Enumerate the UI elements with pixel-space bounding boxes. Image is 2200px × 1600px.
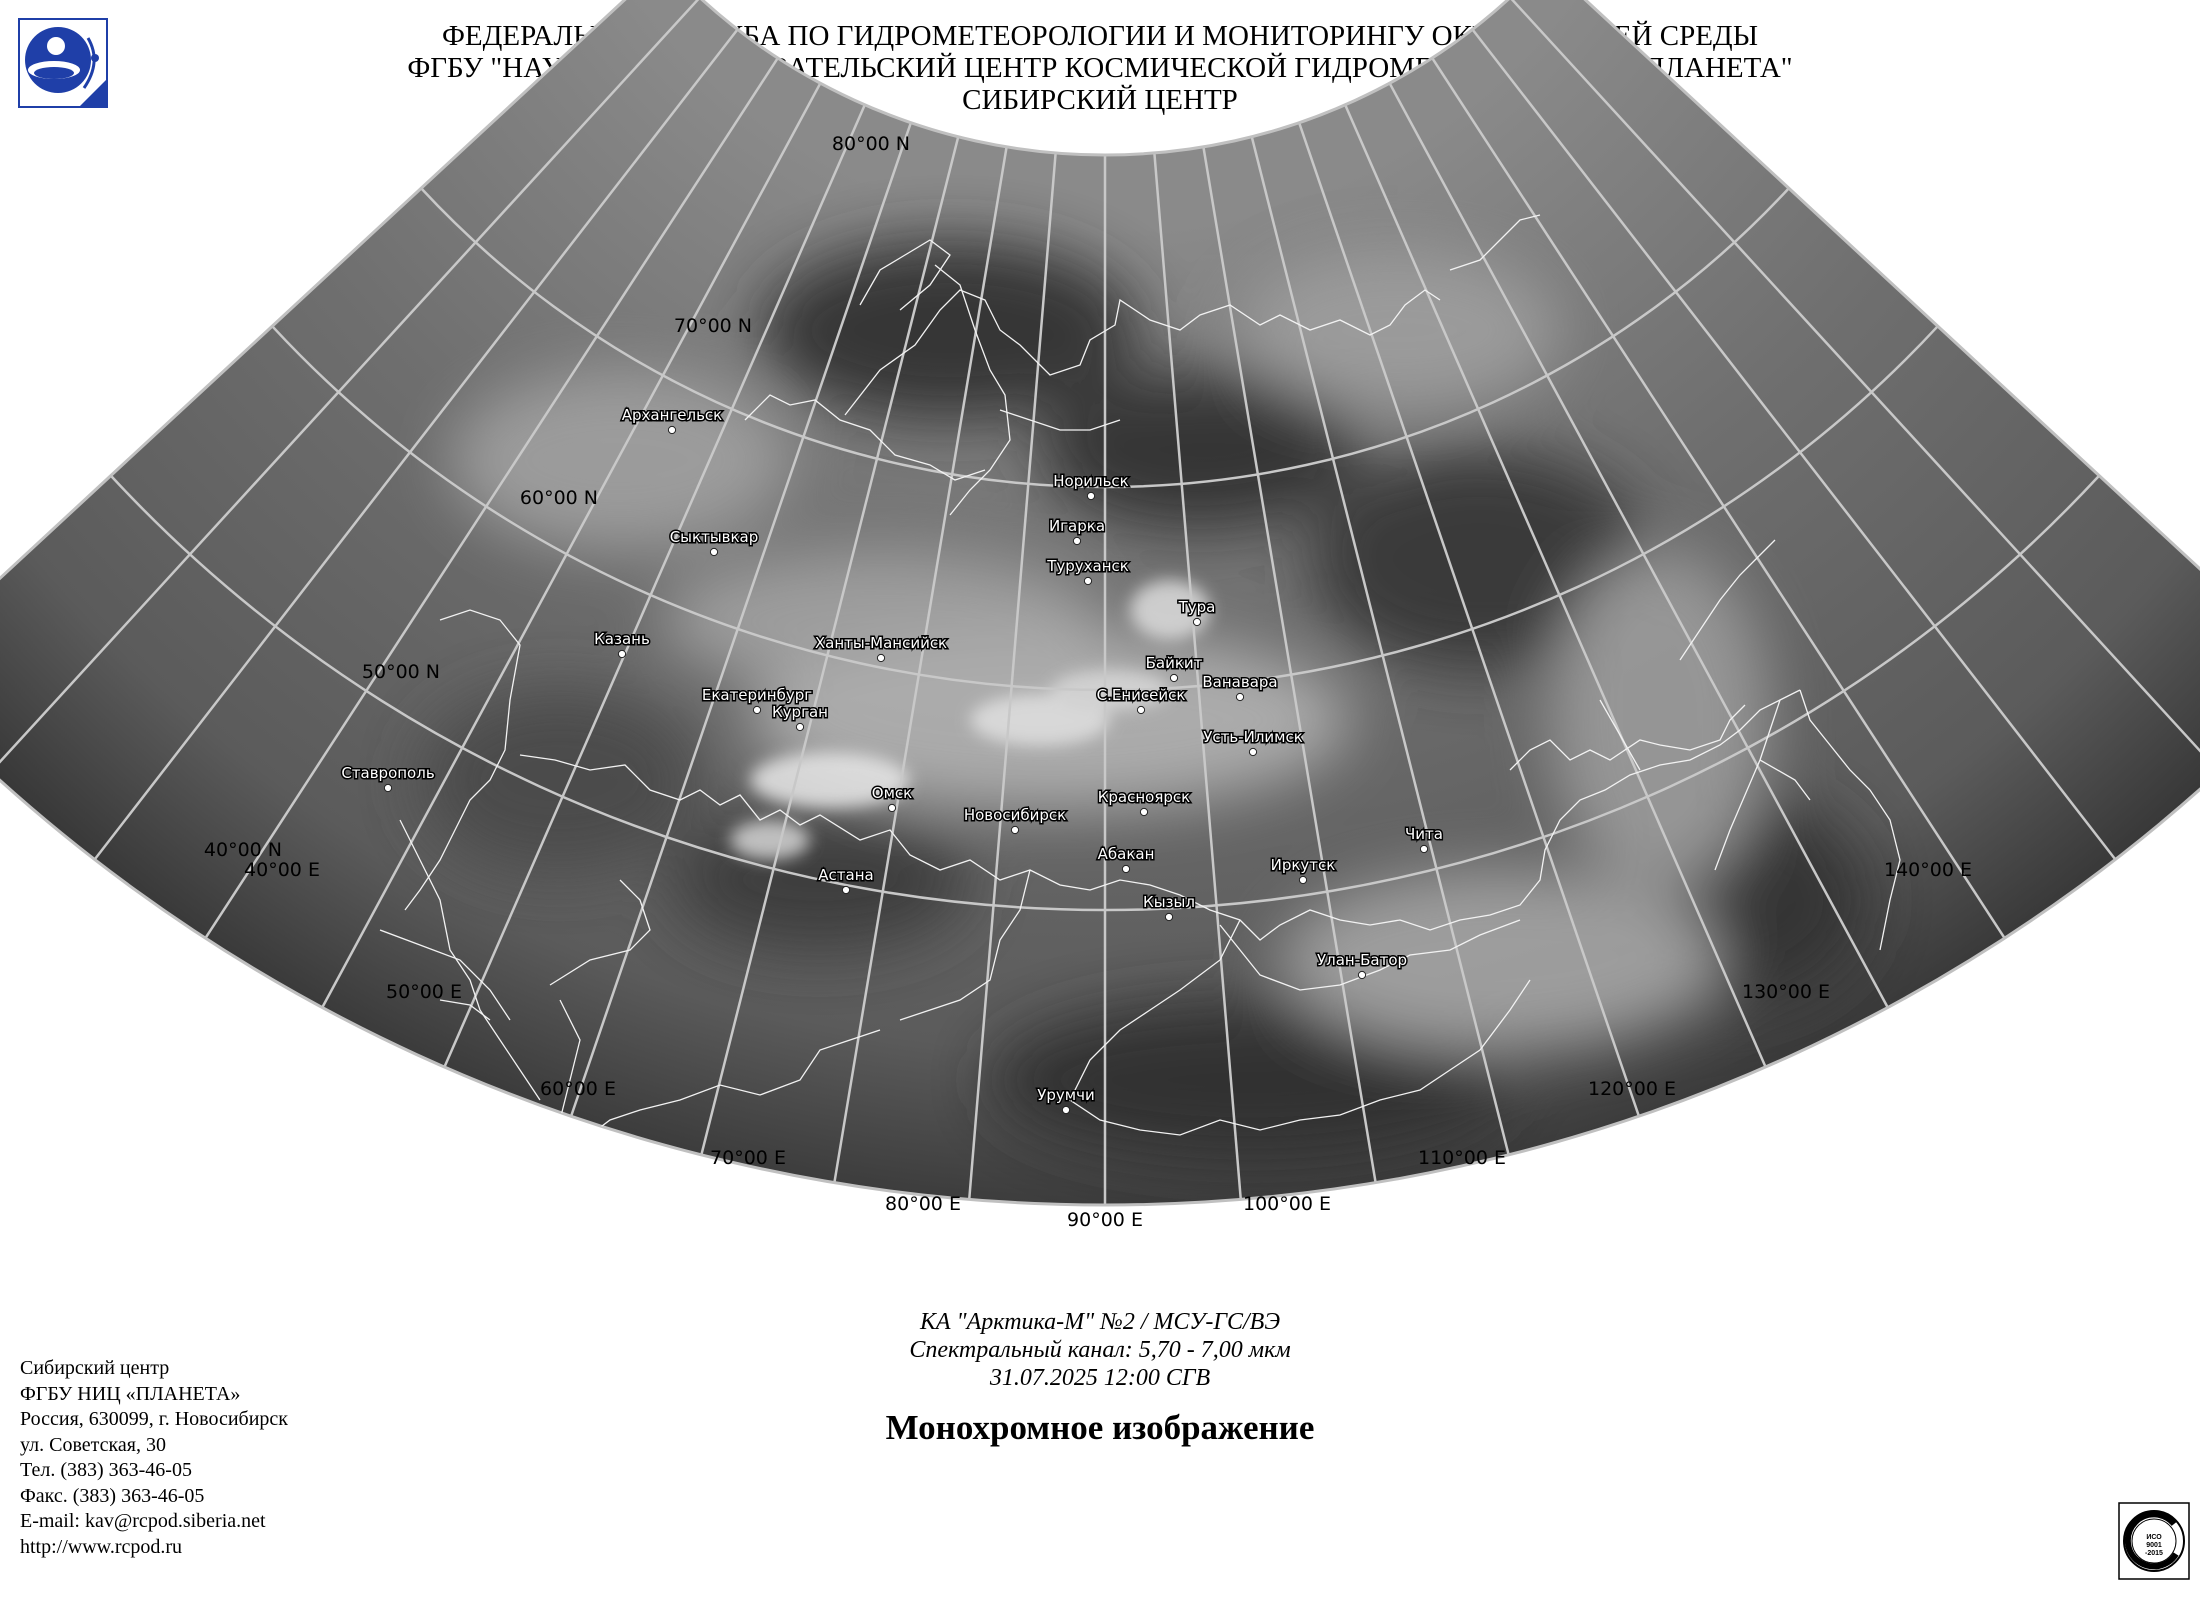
longitude-label: 130°00 E [1742,981,1830,1003]
city-dot [1084,577,1091,584]
city-dot [1299,876,1306,883]
contact-line: Россия, 630099, г. Новосибирск [20,1408,289,1430]
city-dot [1165,913,1172,920]
latitude-label: 50°00 N [361,661,440,683]
city-dot [1236,693,1243,700]
city-dot [710,548,717,555]
city-label: Казань [594,630,650,648]
header-line-3: СИБИРСКИЙ ЦЕНТР [962,84,1238,116]
longitude-label: 70°00 E [710,1147,786,1169]
city-label: Новосибирск [963,806,1067,824]
city-label: Кызыл [1143,893,1195,911]
city-label: Тура [1178,598,1216,616]
city-dot [1122,865,1129,872]
city-dot [1062,1106,1069,1113]
contact-email: E-mail: kav@rcpod.siberia.net [20,1510,266,1532]
city-dot [668,426,675,433]
contact-line: Факс. (383) 363-46-05 [20,1484,205,1507]
city-label: Абакан [1097,845,1155,863]
city-label: Астана [818,866,874,884]
city-label: Улан-Батор [1316,951,1408,969]
city-label: Екатеринбург [701,686,813,704]
longitude-label: 100°00 E [1243,1193,1331,1215]
contact-line: ул. Советская, 30 [20,1433,166,1456]
longitude-label: 40°00 E [244,859,320,881]
city-dot [1137,706,1144,713]
contact-url: http://www.rcpod.ru [20,1535,183,1558]
header-line-2: ФГБУ "НАУЧНО-ИССЛЕДОВАТЕЛЬСКИЙ ЦЕНТР КОСМИЧЕСКОЙ ГИДРОМЕТЕОРОЛОГИИ "ПЛАНЕТА" [407,52,1793,84]
city-label: Сыктывкар [669,528,759,546]
city-label: Архангельск [621,406,723,424]
city-label: Ханты-Мансийск [814,634,948,652]
city-label: Ванавара [1202,673,1278,691]
city-label: Иркутск [1270,856,1336,874]
product-title: Монохромное изображение [885,1408,1315,1447]
channel-caption: Спектральный канал: 5,70 - 7,00 мкм [909,1337,1291,1363]
city-dot [618,650,625,657]
city-label: Урумчи [1037,1086,1095,1104]
contact-line: Сибирский центр [20,1357,170,1379]
latitude-label: 60°00 N [519,487,598,509]
city-label: Туруханск [1047,557,1129,575]
city-dot [1249,748,1256,755]
longitude-label: 50°00 E [386,981,462,1003]
city-label: Чита [1405,825,1443,843]
latitude-label: 70°00 N [673,315,752,337]
latitude-label: 40°00 N [203,839,282,861]
datetime-caption: 31.07.2025 12:00 СГВ [989,1365,1211,1391]
city-dot [1358,971,1365,978]
city-dot [753,706,760,713]
longitude-label: 80°00 E [885,1193,961,1215]
longitude-label: 90°00 E [1067,1209,1143,1231]
contact-block [20,1356,288,1560]
svg-text:ИСО: ИСО [2146,1534,2162,1541]
city-label: Усть-Илимск [1203,728,1303,746]
city-dot [1420,845,1427,852]
contact-line: ФГБУ НИЦ «ПЛАНЕТА» [20,1382,241,1405]
svg-text:-2015: -2015 [2145,1550,2163,1557]
city-label: Норильск [1053,472,1129,490]
longitude-label: 60°00 E [540,1078,616,1100]
longitude-label: 120°00 E [1588,1078,1676,1100]
city-label: Игарка [1048,517,1106,535]
city-label: Омск [871,784,913,802]
latitude-label: 80°00 N [831,133,910,155]
city-dot [842,886,849,893]
city-dot [1087,492,1094,499]
header-line-1: ФЕДЕРАЛЬНАЯ СЛУЖБА ПО ГИДРОМЕТЕОРОЛОГИИ И МОНИТОРИНГУ ОКРУЖАЮЩЕЙ СРЕДЫ [442,20,1758,52]
city-label: Курган [772,703,828,721]
city-dot [1193,618,1200,625]
city-dot [1170,674,1177,681]
city-label: Ставрополь [341,764,435,782]
city-dot [877,654,884,661]
city-dot [384,784,391,791]
iso-certificate-icon [2118,1502,2190,1580]
svg-text:9001: 9001 [2146,1542,2162,1549]
city-dot [1073,537,1080,544]
city-dot [796,723,803,730]
city-label: Красноярск [1097,788,1191,806]
longitude-label: 140°00 E [1884,859,1972,881]
contact-line: Тел. (383) 363-46-05 [20,1459,192,1481]
longitude-label: 110°00 E [1418,1147,1506,1169]
city-label: Байкит [1145,654,1203,672]
city-label: С.Енисейск [1096,686,1186,704]
satellite-caption: КА "Арктика-М" №2 / МСУ-ГС/ВЭ [919,1309,1281,1335]
city-dot [888,804,895,811]
city-dot [1140,808,1147,815]
city-dot [1011,826,1018,833]
